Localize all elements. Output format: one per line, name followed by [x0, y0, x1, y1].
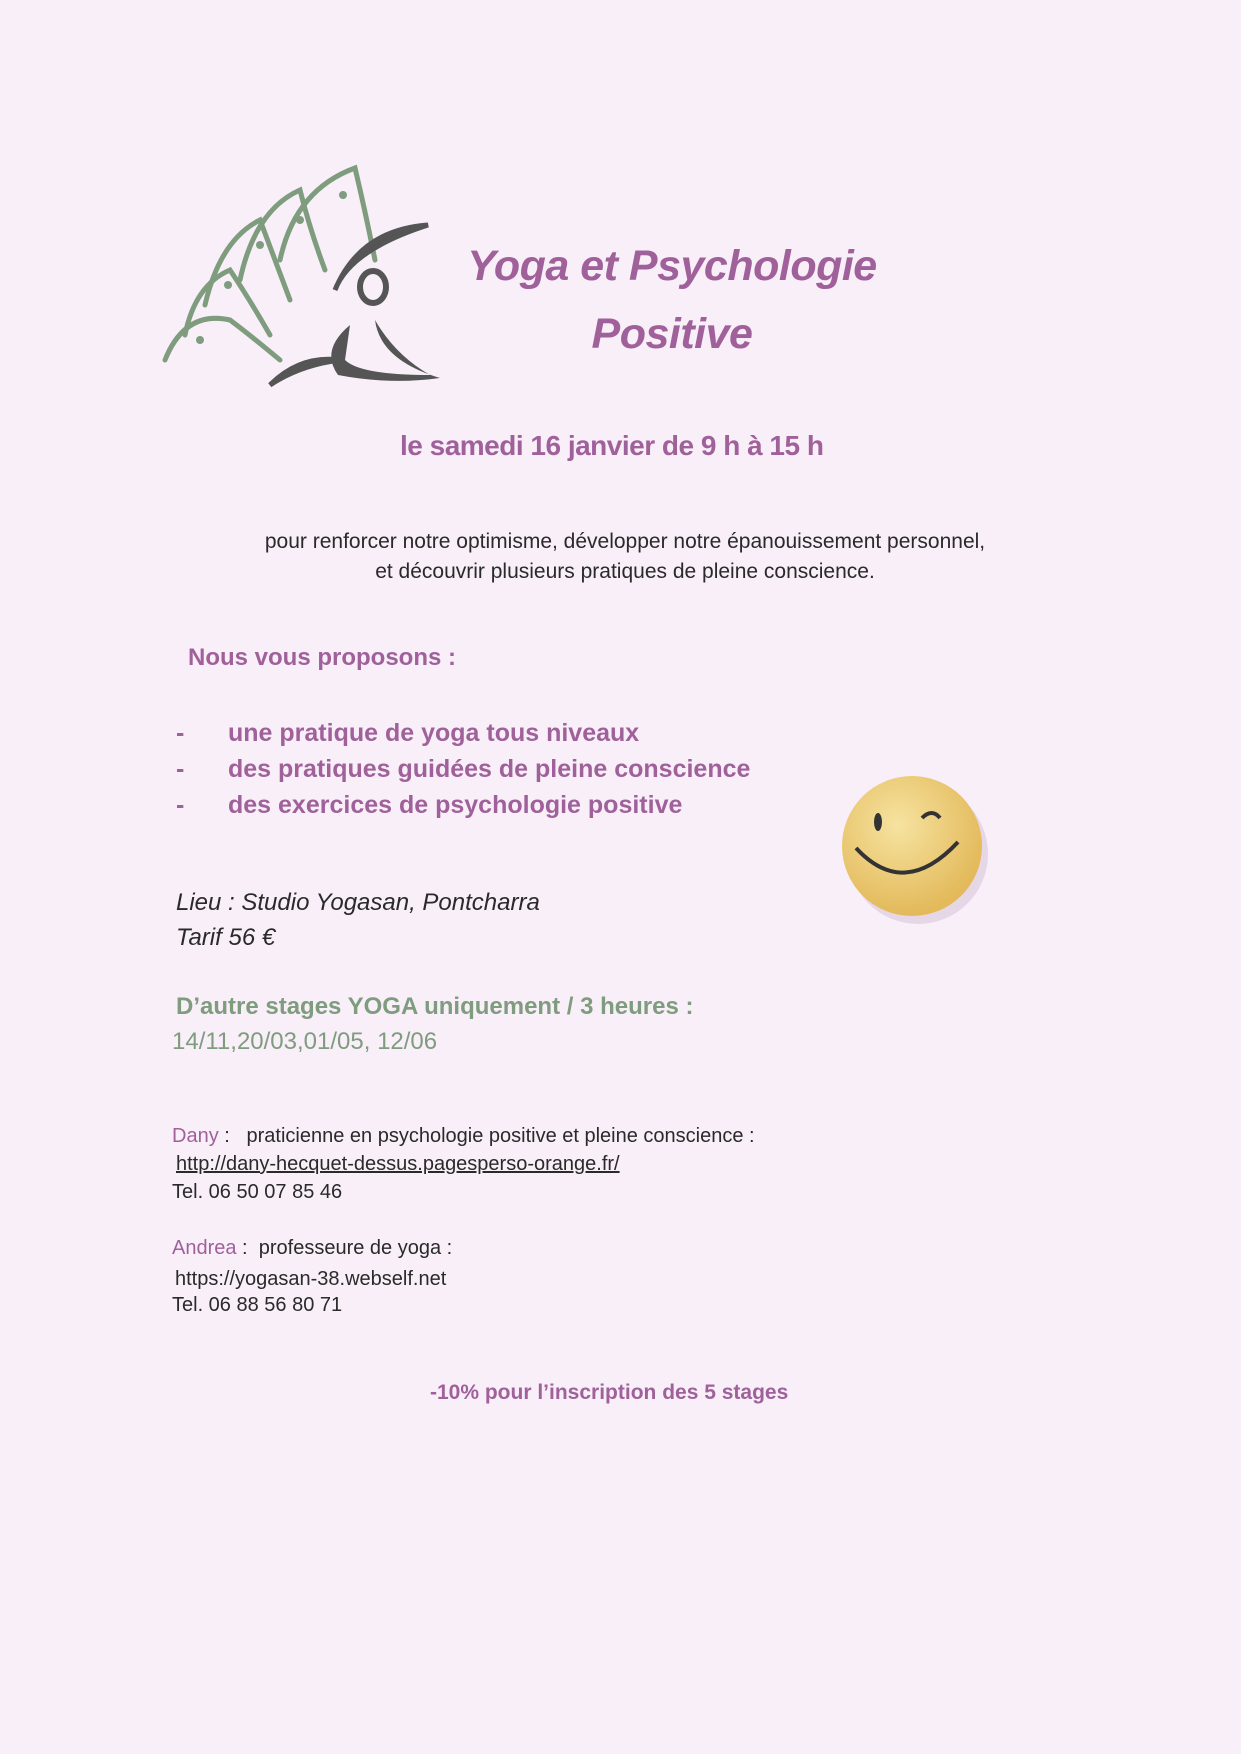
contact-name: Andrea: [172, 1237, 237, 1259]
contact-andrea: [172, 1237, 452, 1260]
bullet-dash: -: [176, 791, 185, 819]
offer-heading: Nous vous proposons :: [188, 644, 457, 671]
discount-note: -10% pour l’inscription des 5 stages: [430, 1381, 789, 1404]
contact-name: Dany: [172, 1125, 219, 1147]
intro-line-2: et découvrir plusieurs pratiques de pleine conscience.: [375, 560, 875, 583]
contact-dany-url[interactable]: http://dany-hecquet-dessus.pagesperso-orange.fr/: [176, 1153, 620, 1175]
title-line-2: Positive: [591, 310, 753, 358]
contact-role: praticienne en psychologie positive et pleine conscience :: [246, 1125, 755, 1147]
other-stages-heading: D’autre stages YOGA uniquement / 3 heures :: [176, 993, 694, 1020]
contact-sep: :: [218, 1125, 230, 1147]
venue-location: Lieu : Studio Yogasan, Pontcharra: [176, 889, 540, 916]
winking-smiley-icon: [834, 770, 994, 930]
title-line-1: Yoga et Psychologie: [467, 242, 877, 290]
contact-andrea-url[interactable]: https://yogasan-38.webself.net: [175, 1268, 447, 1290]
list-item: [176, 719, 639, 748]
contact-sep: :: [236, 1237, 248, 1259]
event-date: le samedi 16 janvier de 9 h à 15 h: [400, 430, 824, 461]
contact-dany-tel: Tel. 06 50 07 85 46: [172, 1181, 343, 1203]
list-item: [176, 791, 682, 820]
bullet-dash: -: [176, 755, 185, 783]
bullet-dash: -: [176, 719, 185, 747]
venue-price: Tarif 56 €: [176, 924, 276, 951]
list-item-label: une pratique de yoga tous niveaux: [228, 719, 640, 747]
contact-dany: [172, 1125, 755, 1148]
list-item: [176, 755, 750, 784]
list-item-label: des pratiques guidées de pleine conscience: [228, 755, 751, 783]
list-item-label: des exercices de psychologie positive: [228, 791, 683, 819]
contact-role: professeure de yoga :: [258, 1237, 453, 1259]
intro-line-1: pour renforcer notre optimisme, développer notre épanouissement personnel,: [264, 530, 986, 553]
other-stages-dates: 14/11,20/03,01/05, 12/06: [172, 1028, 438, 1055]
contact-andrea-tel: Tel. 06 88 56 80 71: [172, 1294, 343, 1316]
